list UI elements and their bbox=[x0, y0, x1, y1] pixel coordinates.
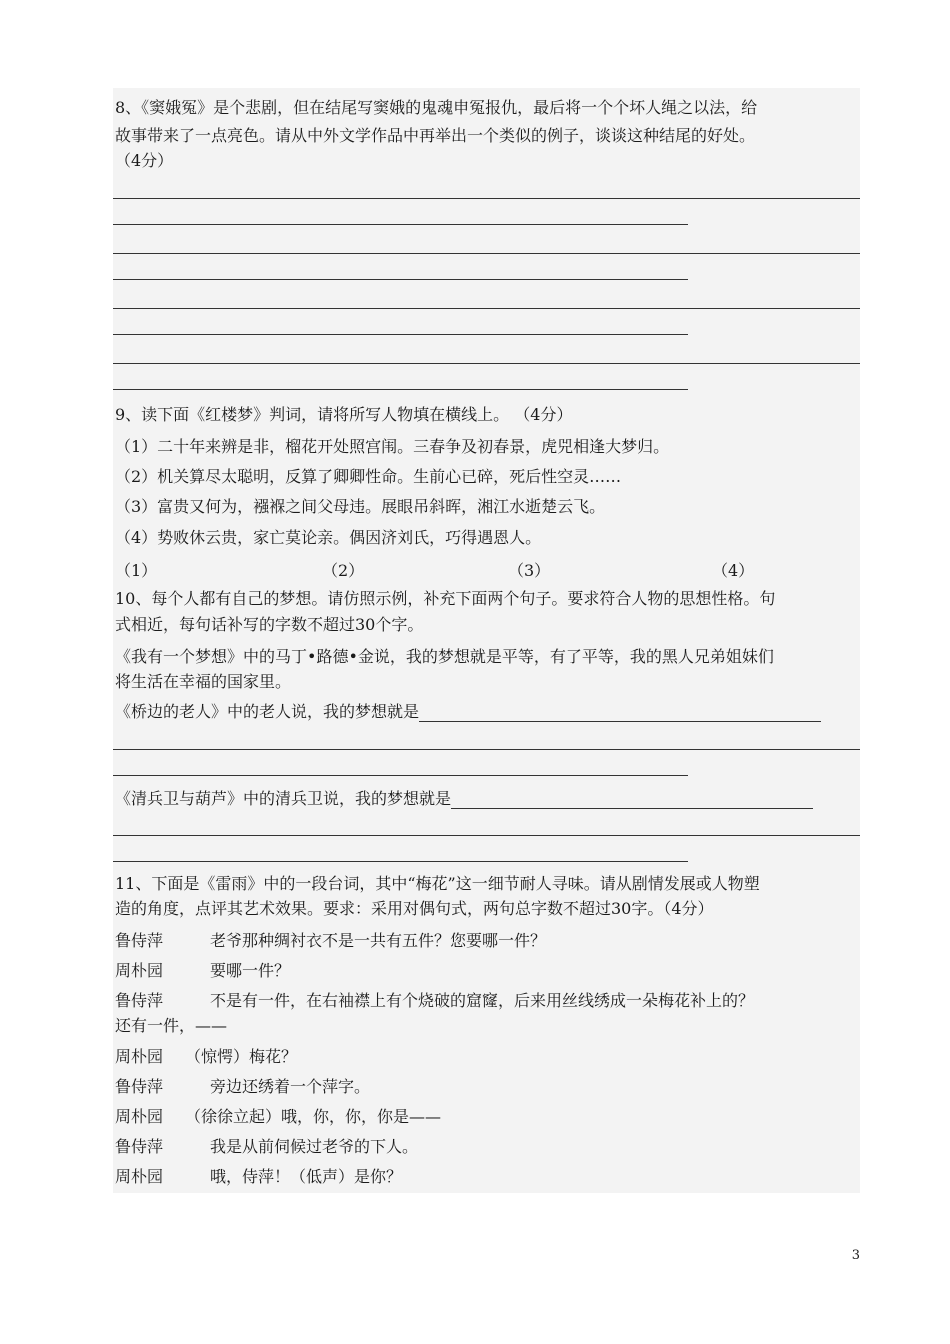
answer-line[interactable] bbox=[451, 790, 813, 809]
dialogue-line bbox=[115, 991, 754, 1011]
answer-line[interactable] bbox=[113, 389, 688, 390]
dialogue-line bbox=[115, 1107, 441, 1127]
q9-item-2: （2）机关算尽太聪明，反算了卿卿性命。生前心已碎，死后性空灵…… bbox=[115, 467, 622, 486]
dialogue-line bbox=[115, 931, 546, 951]
answer-line[interactable] bbox=[113, 279, 688, 280]
answer-line[interactable] bbox=[113, 749, 860, 750]
q9-item-3: （3）富贵又何为，襁褓之间父母违。展眼吊斜晖，湘江水逝楚云飞。 bbox=[115, 497, 606, 516]
q10-fill-2-label: 《清兵卫与葫芦》中的清兵卫说，我的梦想就是 bbox=[115, 789, 452, 808]
dialogue-text: （徐徐立起）哦，你，你，你是—— bbox=[185, 1107, 442, 1126]
q10-line2: 式相近，每句话补写的字数不超过30个字。 bbox=[115, 615, 424, 634]
dialogue-text: 哦，侍萍！（低声）是你？ bbox=[210, 1167, 403, 1186]
q10-fill-2 bbox=[115, 789, 813, 809]
dialogue-line bbox=[115, 1137, 418, 1157]
q8-line1: 8、《窦娥冤》是个悲剧，但在结尾写窦娥的鬼魂申冤报仇，最后将一个个坏人绳之以法，给 bbox=[115, 98, 758, 117]
q8-line2: 故事带来了一点亮色。请从中外文学作品中再举出一个类似的例子，谈谈这种结尾的好处。 bbox=[115, 126, 756, 145]
speaker: 鲁侍萍 bbox=[115, 991, 164, 1010]
speaker: 周朴园 bbox=[115, 1167, 164, 1186]
dialogue-text: 不是有一件，在右袖襟上有个烧破的窟窿，后来用丝线绣成一朵梅花补上的？ bbox=[210, 991, 755, 1010]
q10-line1: 10、每个人都有自己的梦想。请仿照示例，补充下面两个句子。要求符合人物的思想性格。句 bbox=[115, 589, 776, 608]
dialogue-text: 还有一件，—— bbox=[115, 1016, 228, 1035]
answer-line[interactable] bbox=[113, 224, 688, 225]
q9-answer-1[interactable]: （1） bbox=[115, 561, 158, 580]
answer-line[interactable] bbox=[113, 775, 688, 776]
speaker: 周朴园 bbox=[115, 961, 164, 980]
q10-example-line2: 将生活在幸福的国家里。 bbox=[115, 672, 292, 691]
q10-example-line1: 《我有一个梦想》中的马丁•路德•金说，我的梦想就是平等，有了平等，我的黑人兄弟姐妹们 bbox=[115, 647, 774, 666]
q9-answer-4[interactable]: （4） bbox=[712, 561, 755, 580]
speaker: 周朴园 bbox=[115, 1107, 164, 1126]
q9-item-4: （4）势败休云贵，家亡莫论亲。偶因济刘氏，巧得遇恩人。 bbox=[115, 528, 542, 547]
q11-line2: 造的角度，点评其艺术效果。要求：采用对偶句式，两句总字数不超过30字。（4分） bbox=[115, 899, 714, 918]
answer-line[interactable] bbox=[113, 835, 860, 836]
q9-answer-3[interactable]: （3） bbox=[508, 561, 551, 580]
dialogue-text: （惊愕）梅花？ bbox=[185, 1047, 298, 1066]
dialogue-line bbox=[115, 1016, 227, 1036]
answer-line[interactable] bbox=[113, 334, 688, 335]
answer-line[interactable] bbox=[113, 861, 688, 862]
dialogue-text: 老爷那种绸衬衣不是一共有五件？您要哪一件？ bbox=[210, 931, 547, 950]
speaker: 鲁侍萍 bbox=[115, 1077, 164, 1096]
answer-line[interactable] bbox=[113, 363, 860, 364]
speaker: 鲁侍萍 bbox=[115, 1137, 164, 1156]
dialogue-text: 我是从前伺候过老爷的下人。 bbox=[210, 1137, 419, 1156]
answer-line[interactable] bbox=[113, 308, 860, 309]
q11-line1: 11、下面是《雷雨》中的一段台词，其中“梅花”这一细节耐人寻味。请从剧情发展或人物塑 bbox=[115, 874, 760, 893]
q10-fill-1-label: 《桥边的老人》中的老人说，我的梦想就是 bbox=[115, 702, 420, 721]
q9-answer-2[interactable]: （2） bbox=[322, 561, 365, 580]
q10-fill-1 bbox=[115, 702, 821, 722]
q9-prompt: 9、读下面《红楼梦》判词，请将所写人物填在横线上。 （4分） bbox=[115, 405, 573, 424]
page-number: 3 bbox=[851, 1248, 860, 1263]
dialogue-line bbox=[115, 961, 290, 981]
dialogue-text: 要哪一件？ bbox=[210, 961, 291, 980]
answer-line[interactable] bbox=[113, 253, 860, 254]
dialogue-line bbox=[115, 1167, 402, 1187]
answer-line[interactable] bbox=[113, 198, 860, 199]
speaker: 周朴园 bbox=[115, 1047, 164, 1066]
answer-line[interactable] bbox=[419, 703, 821, 722]
dialogue-line bbox=[115, 1047, 297, 1067]
dialogue-text: 旁边还绣着一个萍字。 bbox=[210, 1077, 371, 1096]
speaker: 鲁侍萍 bbox=[115, 931, 164, 950]
q8-line3: （4分） bbox=[115, 151, 174, 170]
q9-item-1: （1）二十年来辨是非，榴花开处照宫闱。三春争及初春景，虎兕相逢大梦归。 bbox=[115, 437, 670, 456]
dialogue-line bbox=[115, 1077, 370, 1097]
